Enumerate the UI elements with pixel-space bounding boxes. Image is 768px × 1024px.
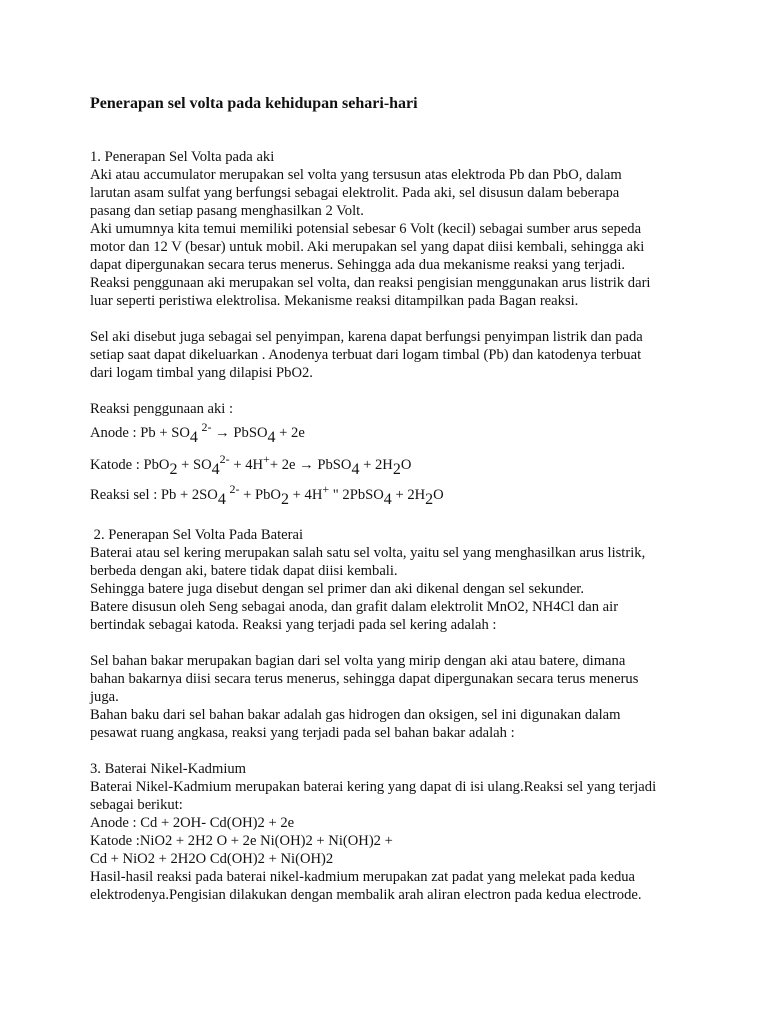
equation-katode (90, 452, 412, 478)
eq-superscript: + (322, 482, 330, 496)
eq-subscript: 4 (383, 491, 392, 508)
text-line: Sel aki disebut juga sebagai sel penyimpan, karena dapat berfungsi penyimpan listrik dan pada (90, 329, 643, 345)
equation-anode (90, 420, 305, 446)
section-heading: 2. Penerapan Sel Volta Pada Baterai (90, 527, 304, 543)
eq-subscript: 2 (392, 461, 401, 478)
eq-text: + PbO (243, 487, 281, 503)
eq-text: Anode : Pb + SO (90, 425, 190, 441)
section-3-nikel-kadmium (90, 760, 690, 904)
text-line: Sehingga batere juga disebut dengan sel primer dan aki dikenal dengan sel sekunder. (90, 581, 585, 597)
eq-text: → PbSO (215, 425, 268, 441)
section-2-baterai (90, 526, 690, 634)
text-line: Katode :NiO2 + 2H2 O + 2e Ni(OH)2 + Ni(OH)2 + (90, 833, 393, 849)
eq-text: Reaksi sel : Pb + 2SO (90, 487, 218, 503)
text-line: Sel bahan bakar merupakan bagian dari sel volta yang mirip dengan aki atau batere, dimana (90, 653, 626, 669)
text-line: sebagai berikut: (90, 797, 183, 813)
eq-text: + 2e (279, 425, 305, 441)
eq-subscript: 4 (217, 491, 226, 508)
text-line: motor dan 12 V (besar) untuk mobil. Aki merupakan sel yang dapat diisi kembali, sehingga aki (90, 239, 645, 255)
eq-subscript: 4 (189, 429, 198, 446)
eq-superscript: 2- (219, 452, 230, 466)
eq-text: Katode : PbO (90, 457, 170, 473)
eq-text: + 4H (233, 457, 264, 473)
eq-text: O (400, 457, 412, 473)
eq-text: + 2H (395, 487, 426, 503)
eq-text: + 4H (292, 487, 323, 503)
eq-text: " 2PbSO (332, 487, 384, 503)
eq-subscript: 2 (425, 491, 434, 508)
paragraph-sel-bahan-bakar (90, 652, 690, 742)
document-title: Penerapan sel volta pada kehidupan sehari-hari (90, 95, 418, 112)
text-line: elektrodenya.Pengisian dilakukan dengan membalik arah aliran electron pada kedua electrode. (90, 887, 642, 903)
text-line: Batere disusun oleh Seng sebagai anoda, dan grafit dalam elektrolit MnO2, NH4Cl dan air (90, 599, 619, 615)
text-line: setiap saat dapat dikeluarkan . Anodenya terbuat dari logam timbal (Pb) dan katodenya terbuat (90, 347, 642, 363)
text-line: bahan bakarnya diisi secara terus menerus, sehingga dapat dipergunakan secara terus menerus (90, 671, 639, 687)
text-line: Anode : Cd + 2OH- Cd(OH)2 + 2e (90, 815, 295, 831)
text-line: pasang dan setiap pasang menghasilkan 2 Volt. (90, 203, 364, 219)
eq-text: O (433, 487, 444, 503)
reaction-heading-block (90, 400, 690, 418)
text-line: Aki umumnya kita temui memiliki potensial sebesar 6 Volt (kecil) sebagai sumber arus sepeda (90, 221, 642, 237)
paragraph-sel-aki (90, 328, 690, 382)
eq-text: + SO (181, 457, 212, 473)
section-heading: 3. Baterai Nikel-Kadmium (90, 761, 247, 777)
eq-subscript: 4 (211, 461, 220, 478)
eq-subscript: 2 (169, 461, 178, 478)
text-line: luar seperti peristiwa elektrolisa. Mekanisme reaksi ditampilkan pada Bagan reaksi. (90, 293, 579, 309)
section-heading: 1. Penerapan Sel Volta pada aki (90, 149, 275, 165)
text-line: Cd + NiO2 + 2H2O Cd(OH)2 + Ni(OH)2 (90, 851, 334, 867)
text-line: Baterai Nikel-Kadmium merupakan baterai kering yang dapat di isi ulang.Reaksi sel yang terjadi (90, 779, 657, 795)
text-line: Baterai atau sel kering merupakan salah satu sel volta, yaitu sel yang menghasilkan arus listrik, (90, 545, 646, 561)
text-line: dapat dipergunakan secara terus menerus. Sehingga ada dua mekanisme reaksi yang terjadi. (90, 257, 626, 273)
text-line: dari logam timbal yang dilapisi PbO2. (90, 365, 313, 381)
eq-text: + 2H (363, 457, 393, 473)
reaction-heading: Reaksi penggunaan aki : (90, 401, 234, 417)
text-line: pesawat ruang angkasa, reaksi yang terjadi pada sel bahan bakar adalah : (90, 725, 515, 741)
equation-reaksi-sel (90, 482, 444, 508)
text-line: bertindak sebagai katoda. Reaksi yang terjadi pada sel kering adalah : (90, 617, 497, 633)
text-line: larutan asam sulfat yang berfungsi sebagai elektrolit. Pada aki, sel disusun dalam beberapa (90, 185, 620, 201)
section-1-aki (90, 148, 690, 310)
eq-superscript: 2- (201, 420, 212, 434)
eq-subscript: 4 (267, 429, 276, 446)
eq-subscript: 2 (280, 491, 289, 508)
eq-superscript: 2- (229, 482, 240, 496)
eq-superscript: + (263, 452, 270, 466)
text-line: Aki atau accumulator merupakan sel volta yang tersusun atas elektroda Pb dan PbO, dalam (90, 167, 622, 183)
eq-text: + 2e → PbSO (269, 457, 352, 473)
eq-subscript: 4 (351, 461, 360, 478)
text-line: Bahan baku dari sel bahan bakar adalah gas hidrogen dan oksigen, sel ini digunakan dalam (90, 707, 621, 723)
text-line: Hasil-hasil reaksi pada baterai nikel-kadmium merupakan zat padat yang melekat pada kedua (90, 869, 636, 885)
text-line: Reaksi penggunaan aki merupakan sel volta, dan reaksi pengisian menggunakan arus listrik dari (90, 275, 651, 291)
text-line: berbeda dengan aki, batere tidak dapat diisi kembali. (90, 563, 398, 579)
text-line: juga. (90, 689, 119, 705)
